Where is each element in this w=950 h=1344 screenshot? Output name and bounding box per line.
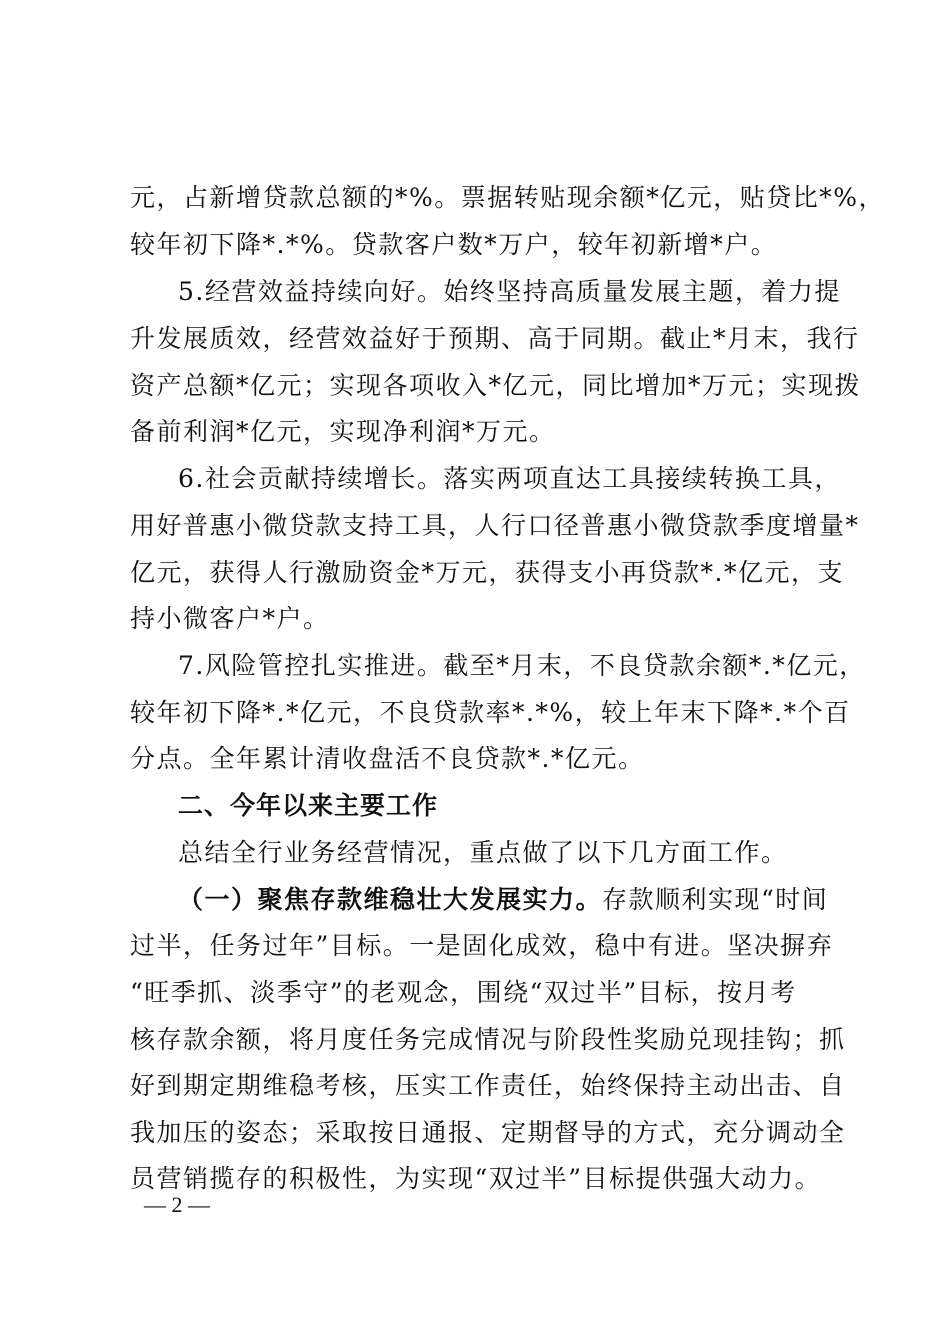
text-line: 核存款余额，将月度任务完成情况与阶段性奖励兑现挂钩；抓 (130, 1025, 846, 1054)
text-line: 我加压的姿态；采取按日通报、定期督导的方式，充分调动全 (130, 1118, 846, 1147)
text-line: 亿元，获得人行激励资金*万元，获得支小再贷款*.*亿元，支 (130, 558, 844, 587)
text-line: 好到期定期维稳考核，压实工作责任，始终保持主动出击、自 (130, 1071, 846, 1100)
subsection-paragraph-start (178, 884, 828, 916)
text-line: 元，占新增贷款总额的*%。票据转贴现余额*亿元，贴贷比*%， (130, 183, 886, 212)
paragraph-6-start: 6.社会贡献持续增长。落实两项直达工具接续转换工具， (178, 464, 841, 493)
page-number: — 2 — (144, 1192, 210, 1217)
text-line: 用好普惠小微贷款支持工具，人行口径普惠小微贷款季度增量* (130, 511, 860, 540)
section-heading: 二、今年以来主要工作 (178, 791, 439, 820)
subsection-heading: （一）聚焦存款维稳壮大发展实力。 (178, 885, 603, 914)
text-line: 分点。全年累计清收盘活不良贷款*.*亿元。 (130, 744, 645, 773)
text-line: 过半，任务过年”目标。一是固化成效，稳中有进。坚决摒弃 (130, 931, 834, 960)
text-line: “旺季抓、淡季守”的老观念，围绕“双过半”目标，按月考 (130, 978, 797, 1007)
text-line: 持小微客户*户。 (130, 604, 330, 633)
text-line: 资产总额*亿元；实现各项收入*亿元，同比增加*万元；实现拨 (130, 371, 862, 400)
text-line: 员营销揽存的积极性，为实现“双过半”目标提供强大动力。 (130, 1164, 822, 1193)
text-line: 较年初下降*.*亿元，不良贷款率*.*%，较上年末下降*.*个百 (130, 698, 851, 727)
paragraph-5-start: 5.经营效益持续向好。始终坚持高质量发展主题，着力提 (178, 277, 841, 306)
section-intro: 总结全行业务经营情况，重点做了以下几方面工作。 (178, 838, 788, 867)
subsection-text: 存款顺利实现“时间 (602, 885, 829, 914)
text-line: 较年初下降*.*%。贷款客户数*万户，较年初新增*户。 (130, 230, 778, 259)
text-line: 升发展质效，经营效益好于预期、高于同期。截止*月末，我行 (130, 324, 860, 353)
paragraph-7-start: 7.风险管控扎实推进。截至*月末，不良贷款余额*.*亿元， (178, 651, 866, 680)
text-line: 备前利润*亿元，实现净利润*万元。 (130, 417, 556, 446)
